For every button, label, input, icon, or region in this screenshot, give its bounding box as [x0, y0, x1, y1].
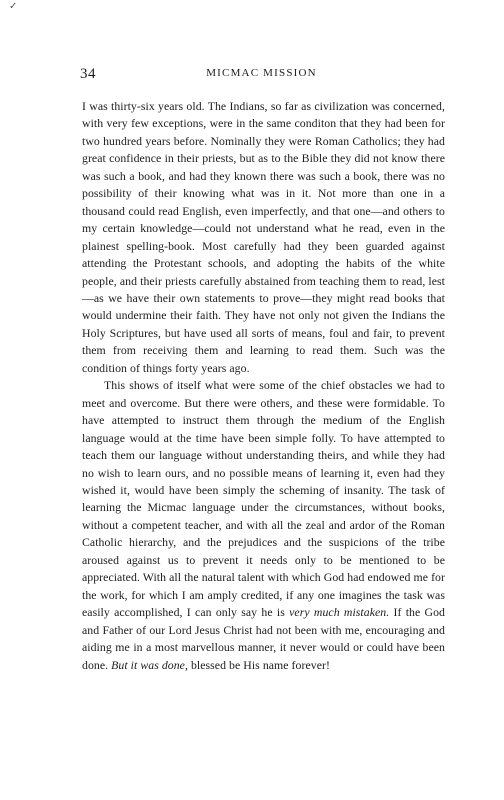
page-number: 34: [80, 66, 96, 82]
emphasis-but-it-was-done: But it was done,: [111, 657, 188, 672]
paragraph-2-text-continued: If the God and Father of our Lord Jesus Christ had not been with me, encouraging and aiding me in a most marvellous manner, it never would or could have been done.: [82, 605, 445, 672]
emphasis-very-much-mistaken: very much mistaken.: [289, 605, 390, 620]
paragraph-2: [82, 377, 445, 674]
running-head: [80, 66, 443, 86]
running-title: MICMAC MISSION: [206, 67, 317, 79]
check-mark-icon: ✓: [9, 1, 18, 12]
paragraph-2-closing: blessed be His name forever!: [187, 657, 330, 672]
paragraph-1: I was thirty-six years old. The Indians, so far as civilization was concerned, with very few exceptions, were in the same conditon that they had been for two hundred years before. Nominally they were Roman Catholics; they had great confidence in their priests, but as to the Bible they did not know there was such a book, and had they known there was such a book, there was no possibility of their knowing what was in it. Not more than one in a thousand could read English, even imperfectly, and that one—and others to my certain knowledge—could not understand what he read, even in the plainest spelling-book. Most carefully had they been guarded against attending the Protestant schools, and adopting the habits of the white people, and their priests carefully abstained from teaching them to read, lest—as we have their own statements to prove—they might read books that would undermine their faith. They have not only not given the Indians the Holy Scriptures, but have used all sorts of means, foul and fair, to prevent them from receiving them and learning to read them. Such was the condition of things forty years ago.: [82, 99, 445, 375]
body-text: [82, 98, 445, 674]
paragraph-2-text: This shows of itself what were some of the chief obstacles we had to meet and overcome. But there were others, and these were formidable. To have attempted to instruct them through the medium of the English language would at the time have been simple folly. To have attempted to teach them our language without understanding theirs, and while they had no wish to learn ours, and no possible means of learning it, even had they wished it, would have been simply the scheming of insanity. The task of learning the Micmac language under the circumstances, without books, without a competent teacher, and with all the zeal and ardor of the Roman Catholic hierarchy, and the prejudices and the suspicions of the tribe aroused against us to prevent it needs only to be mentioned to be appreciated. With all the natural talent with which God had endowed me for the work, for which I am amply credited, if any one imagines the task was easily accomplished, I can only say he is: [82, 378, 445, 620]
